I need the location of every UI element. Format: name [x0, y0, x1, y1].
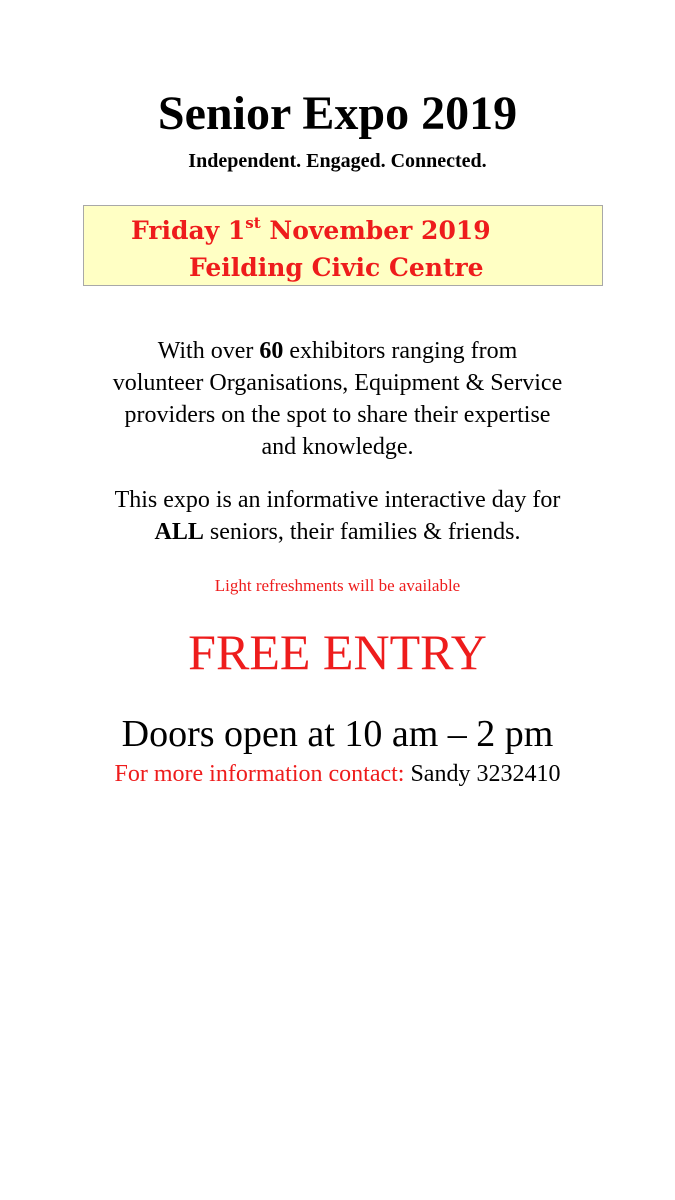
audience-line-2-end: seniors, their families & friends. — [203, 519, 521, 545]
exhibitors-line-1 — [0, 335, 675, 367]
refreshments-note: Light refreshments will be available — [214, 576, 461, 595]
exhibitors-line-2: volunteer Organisations, Equipment & Service — [112, 370, 563, 396]
contact-label: For more information contact: — [114, 761, 405, 787]
event-date-day: Friday 1 — [131, 216, 246, 245]
tagline: Independent. Engaged. Connected. — [188, 150, 487, 172]
contact-line — [0, 759, 675, 789]
opening-hours: Doors open at 10 am – 2 pm — [121, 713, 554, 755]
audience-all: ALL — [154, 519, 204, 545]
page-title: Senior Expo 2019 — [157, 87, 518, 140]
event-venue: Feilding Civic Centre — [189, 253, 484, 282]
event-date-suffix: st — [245, 213, 261, 232]
event-date-box — [83, 205, 603, 286]
exhibitors-intro: With over — [157, 338, 260, 364]
audience-line-2 — [0, 516, 675, 548]
audience-paragraph — [0, 484, 675, 548]
contact-details: Sandy 3232410 — [404, 761, 561, 787]
exhibitors-paragraph — [0, 335, 675, 463]
event-date — [131, 215, 491, 247]
exhibitors-line-3: providers on the spot to share their expertise — [124, 402, 551, 428]
exhibitors-line-1-end: exhibitors ranging from — [283, 338, 518, 364]
free-entry-heading: FREE ENTRY — [188, 624, 487, 680]
exhibitors-count: 60 — [259, 338, 284, 364]
audience-line-1: This expo is an informative interactive day for — [114, 487, 561, 513]
event-date-rest: November 2019 — [260, 216, 491, 245]
exhibitors-line-4: and knowledge. — [261, 434, 414, 460]
